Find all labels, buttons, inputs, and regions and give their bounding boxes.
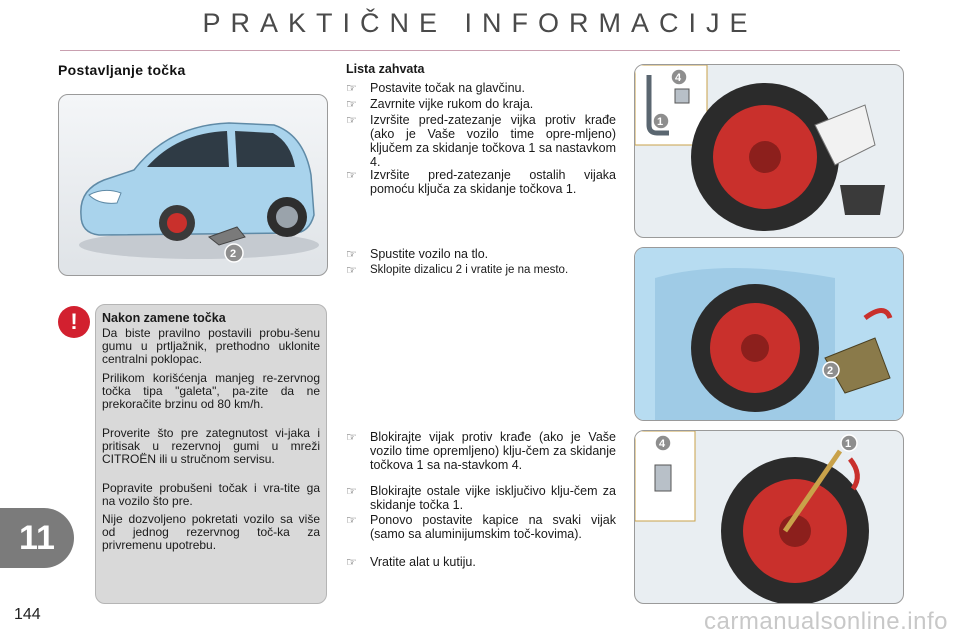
car-jack-illustration [58, 94, 328, 276]
pointing-hand-icon: ☞ [346, 484, 357, 498]
warning-paragraph: Nije dozvoljeno pokretati vozilo sa više od jednog rezervnog toč-ka za privremenu upotrebu. [102, 512, 320, 552]
header-divider [60, 50, 900, 51]
bolt-tightening-illustration [634, 430, 904, 604]
list-item: ☞ Blokirajte ostale vijke isključivo klju-čem za skidanje točka 1. [346, 484, 616, 512]
pointing-hand-icon: ☞ [346, 97, 357, 111]
pointing-hand-icon: ☞ [346, 513, 357, 527]
exclamation-icon: ! [58, 306, 90, 338]
list-item: ☞ Spustite vozilo na tlo. [346, 247, 489, 261]
list-item: ☞ Ponovo postavite kapice na svaki vijak (samo sa aluminijumskim toč-kovima). [346, 513, 616, 541]
pointing-hand-icon: ☞ [346, 81, 357, 95]
badge-jack-lowering-label: 2 [827, 365, 834, 377]
badge-jack-label: 2 [230, 248, 237, 260]
badge-extension-label: 4 [675, 72, 682, 84]
wheel-fitting-illustration [634, 64, 904, 238]
page-header-title: PRAKTIČNE INFORMACIJE [202, 8, 758, 38]
list-item: ☞ Izvršite pred-zatezanje vijka protiv krađe (ako je Vaše vozilo time opre-mljeno) ključem za skidanje točkova 1 sa nastavkom 4. [346, 113, 616, 169]
warning-paragraph: Prilikom korišćenja manjeg re-zervnog točka tipa "galeta", pa-zite da ne prekoračite brzinu od 80 km/h. [102, 371, 320, 411]
list-item: ☞ Vratite alat u kutiju. [346, 555, 476, 569]
warning-paragraph: Popravite probušeni točak i vra-tite ga na vozilo što pre. [102, 481, 320, 508]
badge-wrench-label: 1 [657, 116, 664, 128]
page-number: 144 [14, 606, 41, 623]
procedure-list-title: Lista zahvata [346, 62, 425, 76]
list-item: ☞ Zavrnite vijke rukom do kraja. [346, 97, 534, 111]
pointing-hand-icon: ☞ [346, 168, 357, 182]
pointing-hand-icon: ☞ [346, 430, 357, 444]
list-item: ☞ Izvršite pred-zatezanje ostalih vijaka pomoću ključa za skidanje točkova 1. [346, 168, 616, 196]
list-item: ☞ Postavite točak na glavčinu. [346, 81, 525, 95]
chapter-number-tab: 11 [0, 508, 74, 568]
warning-paragraph: Da biste pravilno postavili probu-šenu gumu u prtljažnik, prethodno uklonite centralni poklopac. [102, 326, 320, 366]
watermark: carmanualsonline.info [704, 608, 948, 635]
badge-extension-2-label: 4 [659, 438, 666, 450]
warning-title: Nakon zamene točka [102, 311, 226, 325]
section-title: Postavljanje točka [58, 62, 186, 78]
list-item: ☞ Blokirajte vijak protiv krađe (ako je Vaše vozilo time opremljeno) klju-čem za skidanje točkova 1 sa na-stavkom 4. [346, 430, 616, 472]
pointing-hand-icon: ☞ [346, 247, 357, 261]
pointing-hand-icon: ☞ [346, 113, 357, 127]
warning-paragraph: Proverite što pre zategnutost vi-jaka i pritisak u rezervnoj gumi u mreži CITROËN ili u stručnom servisu. [102, 426, 320, 466]
pointing-hand-icon: ☞ [346, 263, 357, 277]
pointing-hand-icon: ☞ [346, 555, 357, 569]
list-item: ☞ Sklopite dizalicu 2 i vratite je na mesto. [346, 263, 569, 277]
lowering-vehicle-illustration [634, 247, 904, 421]
badge-wrench-2-label: 1 [845, 438, 852, 450]
